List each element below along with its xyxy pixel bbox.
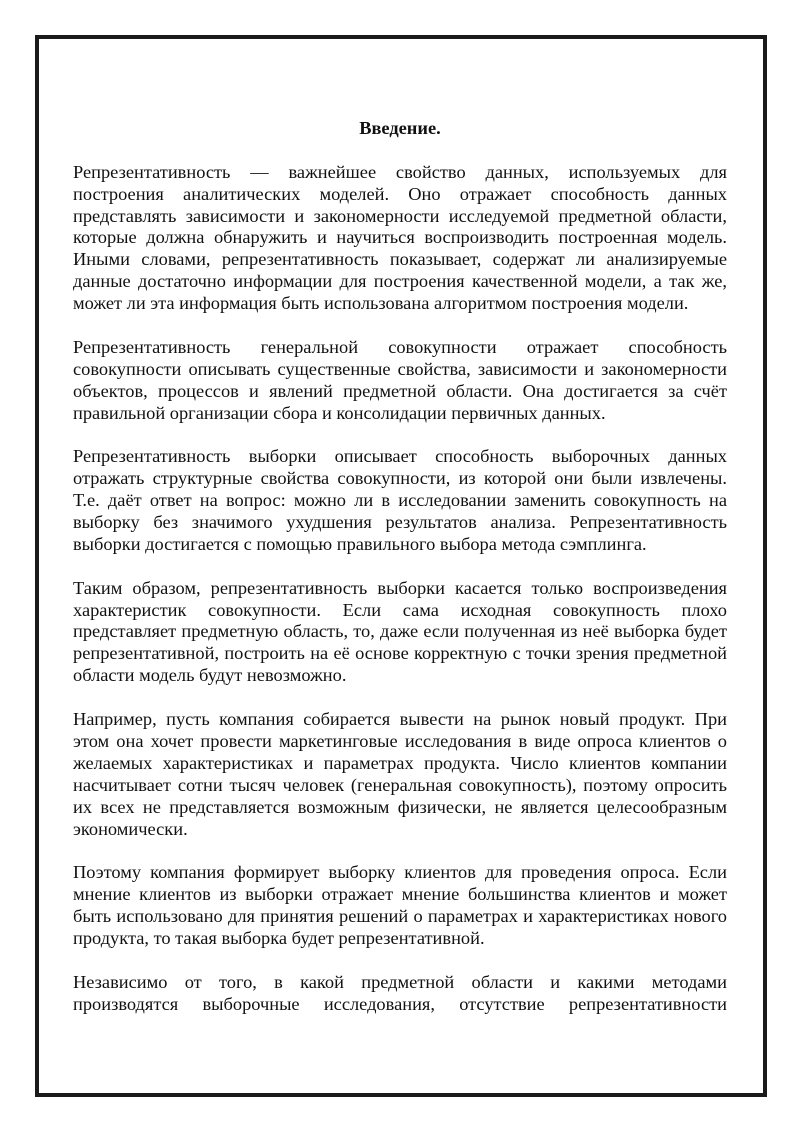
paragraph [73, 972, 727, 1016]
paragraph-line: мнение клиентов из выборки отражает мнение большинства клиентов и может [73, 884, 727, 905]
paragraph-line: Поэтому компания формирует выборку клиентов для проведения опроса. Если [73, 862, 727, 883]
paragraph-line: этом она хочет провести маркетинговые исследования в виде опроса клиентов о [73, 730, 727, 751]
paragraph-line: Т.е. даёт ответ на вопрос: можно ли в исследовании заменить совокупность на [73, 490, 727, 511]
paragraph-line: представляет предметную область, то, даже если полученная из неё выборка будет [73, 621, 727, 642]
paragraph-line: производятся выборочные исследования, отсутствие репрезентативности [73, 993, 727, 1014]
paragraph-line: объектов, процессов и явлений предметной области. Она достигается за счёт [73, 380, 727, 401]
paragraph-line: Репрезентативность генеральной совокупности отражает способность [73, 336, 727, 357]
paragraph-line: репрезентативной, построить на её основе корректную с точки зрения предметной [73, 643, 727, 664]
paragraph-line: насчитывает сотни тысяч человек (генеральная совокупность), поэтому опросить [73, 774, 727, 795]
paragraph-line: построения аналитических моделей. Оно отражает способность данных [73, 183, 727, 204]
paragraph-line: совокупности описывать существенные свойства, зависимости и закономерности [73, 358, 727, 379]
paragraph-line: Репрезентативность — важнейшее свойство данных, используемых для [73, 161, 727, 182]
paragraph [73, 337, 727, 425]
paragraph-line: быть использовано для принятия решений о параметрах и характеристиках нового [73, 906, 727, 927]
paragraph-list [73, 162, 727, 1016]
paragraph-line: Иными словами, репрезентативность показывает, содержат ли анализируемые [73, 249, 727, 270]
paragraph-line: правильной организации сбора и консолидации первичных данных. [73, 402, 606, 423]
paragraph-line: выборки достигается с помощью правильного выбора метода сэмплинга. [73, 533, 647, 554]
paragraph [73, 709, 727, 840]
document-body [73, 118, 727, 1037]
paragraph-line: Например, пусть компания собирается вывести на рынок новый продукт. При [73, 709, 727, 730]
paragraph-line: желаемых характеристиках и параметрах продукта. Число клиентов компании [73, 752, 727, 773]
paragraph-line: Таким образом, репрезентативность выборки касается только воспроизведения [73, 577, 727, 598]
paragraph-line: продукта, то такая выборка будет репрезентативной. [73, 927, 485, 948]
paragraph-line: данные достаточно информации для построения качественной модели, а так же, [73, 271, 727, 292]
paragraph [73, 578, 727, 687]
paragraph-line: области модель будут невозможно. [73, 665, 347, 686]
paragraph-line: Независимо от того, в какой предметной области и какими методами [73, 971, 727, 992]
paragraph-line: экономически. [73, 818, 188, 839]
paragraph [73, 446, 727, 555]
paragraph-line: отражать структурные свойства совокупности, из которой они были извлечены. [73, 468, 727, 489]
paragraph-line: их всех не представляется возможным физически, не является целесообразным [73, 796, 727, 817]
paragraph [73, 862, 727, 950]
paragraph-line: представлять зависимости и закономерности исследуемой предметной области, [73, 205, 727, 226]
paragraph-line: которые должна обнаружить и научиться воспроизводить построенная модель. [73, 227, 727, 248]
paragraph-line: может ли эта информация быть использована алгоритмом построения модели. [73, 293, 689, 314]
document-title: Введение. [359, 118, 441, 138]
paragraph-line: выборку без значимого ухудшения результатов анализа. Репрезентативность [73, 512, 727, 533]
paragraph [73, 162, 727, 315]
paragraph-line: Репрезентативность выборки описывает способность выборочных данных [73, 446, 727, 467]
paragraph-line: характеристик совокупности. Если сама исходная совокупность плохо [73, 599, 727, 620]
